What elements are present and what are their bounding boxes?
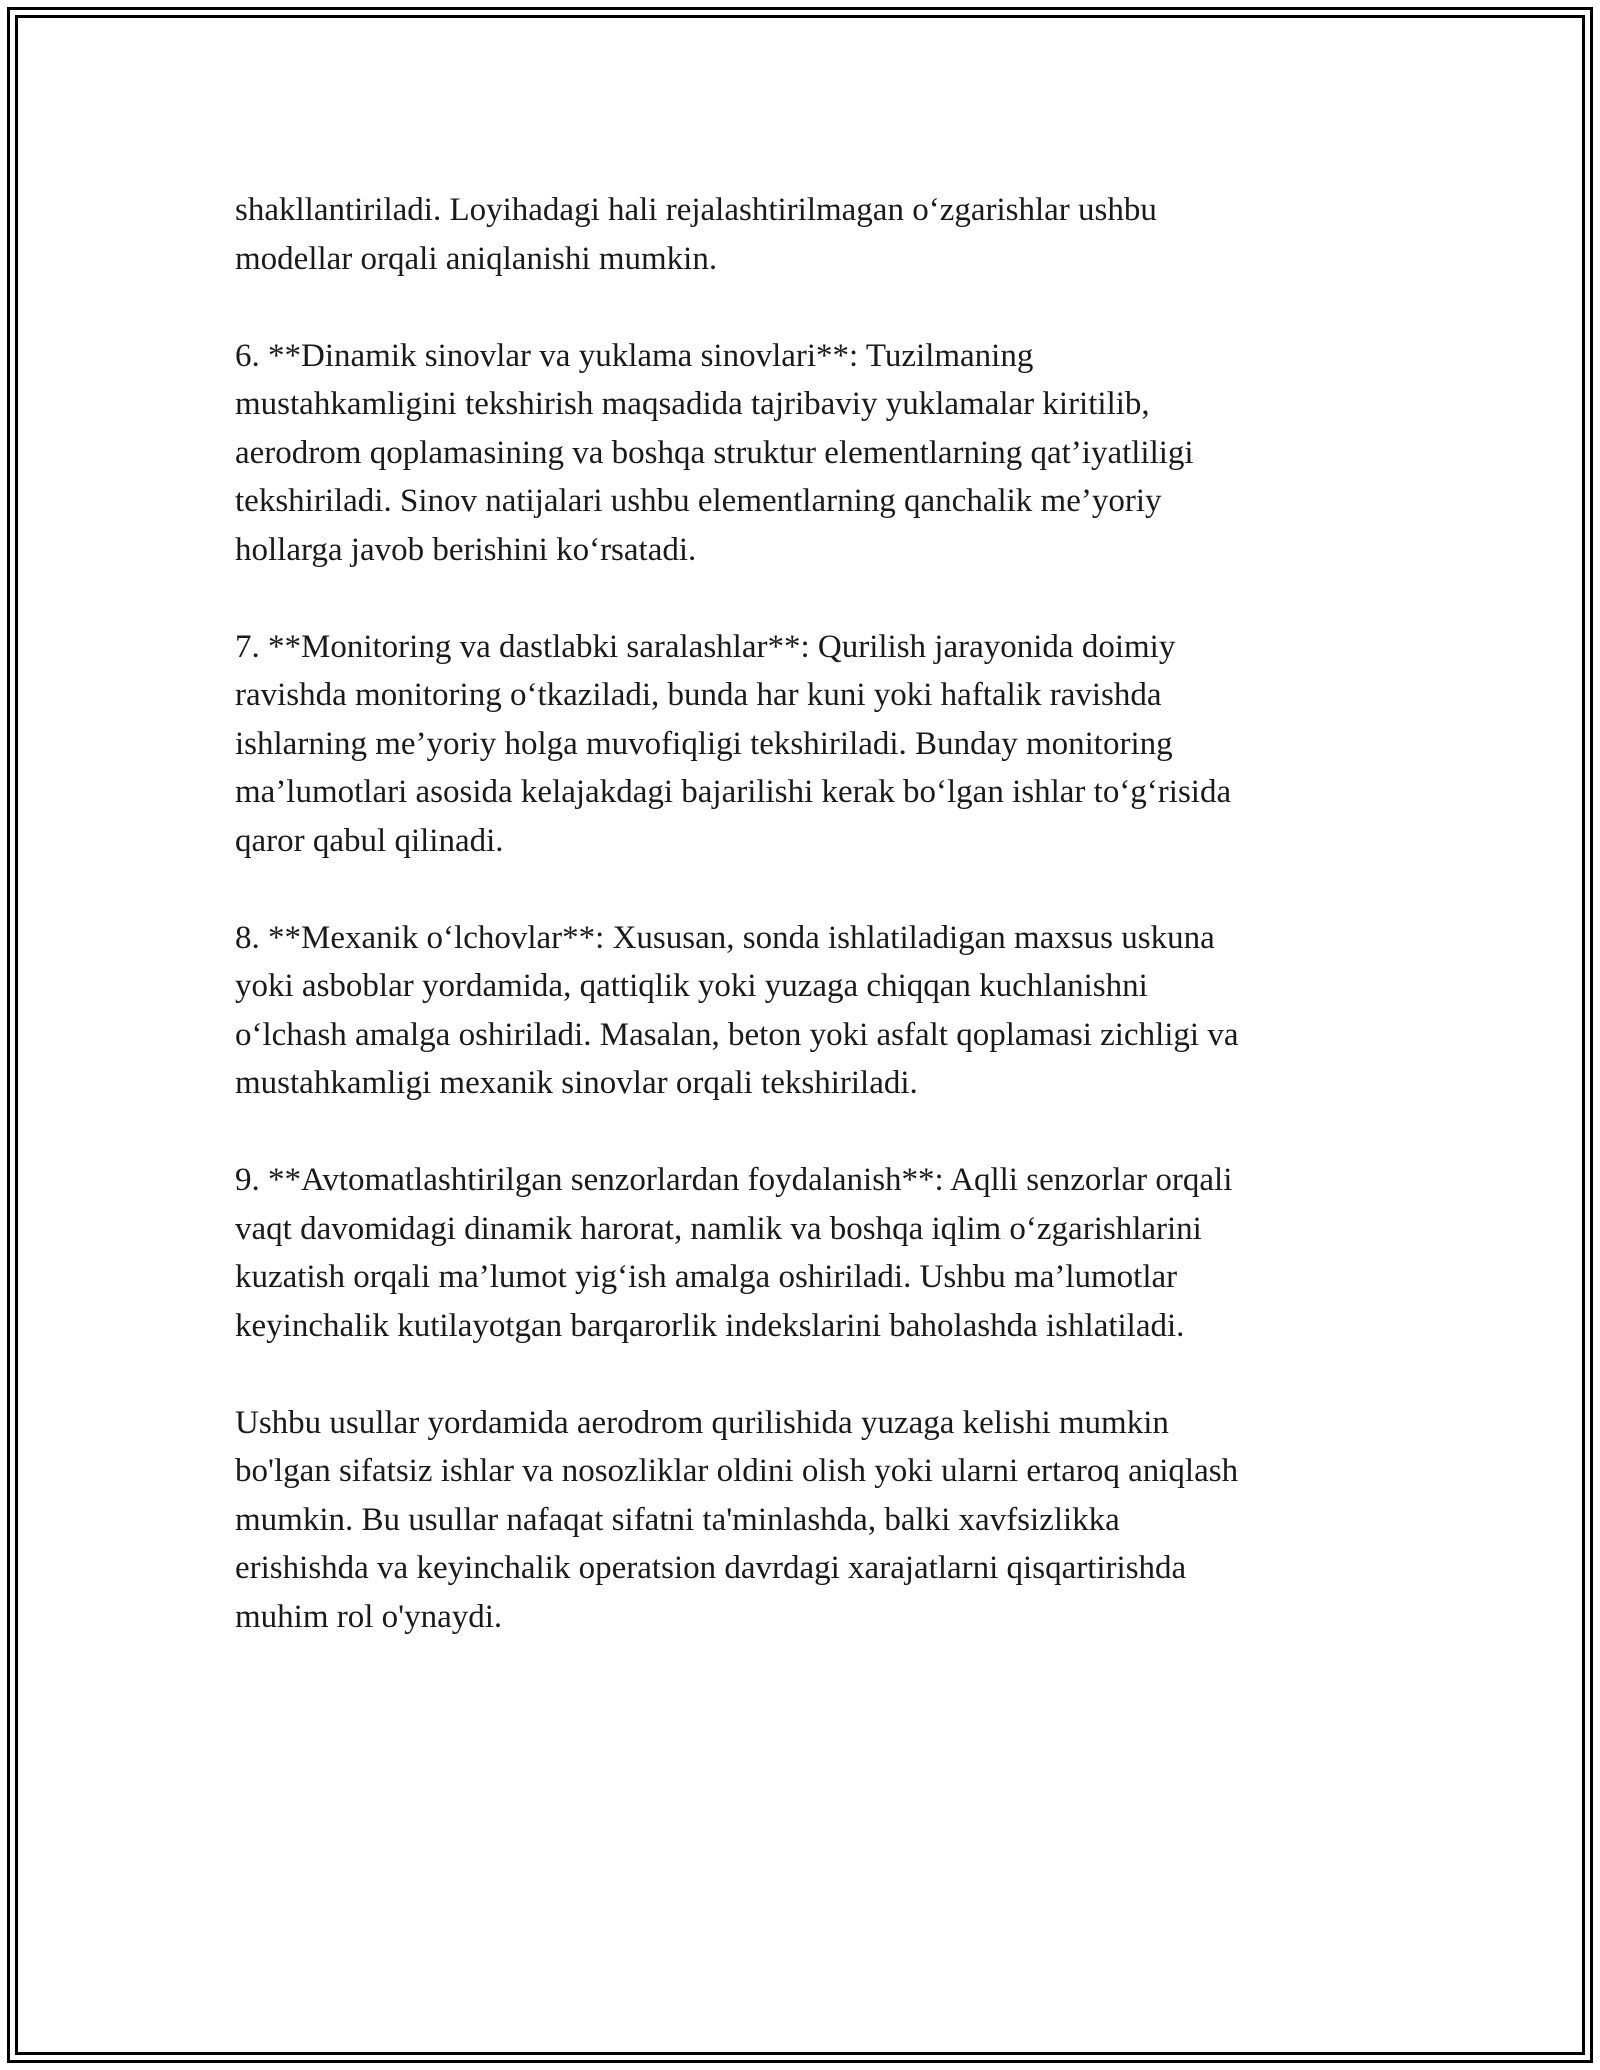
paragraph-item-7: 7. **Monitoring va dastlabki saralashlar**: Qurilish jarayonida doimiy ravishda monitoring o‘tkaziladi, bunda har kuni yoki haftalik ravishda ishlarning me’yoriy holga muvofiqligi tekshiriladi. Bunday monitoring ma’lumotlari asosida kelajakdagi bajarilishi kerak bo‘lgan ishlar to‘g‘risida qaror qabul qilinadi. [235,628,1232,859]
paragraph-conclusion: Ushbu usullar yordamida aerodrom qurilishida yuzaga kelishi mumkin bo'lgan sifatsiz ishlar va nosozliklar oldini olish yoki ularni ertaroq aniqlash mumkin. Bu usullar nafaqat sifatni ta'minlashda, balki xavfsizlikka erishishda va keyinchalik operatsion davrdagi xarajatlarni qisqartirishda muhim rol o'ynaydi. [235,1404,1239,1635]
paragraph-item-8: 8. **Mexanik o‘lchovlar**: Xususan, sonda ishlatiladigan maxsus uskuna yoki asboblar yordamida, qattiqlik yoki yuzaga chiqqan kuchlanishni o‘lchash amalga oshiriladi. Masalan, beton yoki asfalt qoplamasi zichligi va mustahkamligi mexanik sinovlar orqali tekshiriladi. [235,919,1239,1101]
paragraph-continuation: shakllantiriladi. Loyihadagi hali rejalashtirilmagan o‘zgarishlar ushbu modellar orqali aniqlanishi mumkin. [235,192,1157,277]
document-body [235,186,1355,1690]
paragraph-item-6: 6. **Dinamik sinovlar va yuklama sinovlari**: Tuzilmaning mustahkamligini tekshirish maqsadida tajribaviy yuklamalar kiritilib, aerodrom qoplamasining va boshqa struktur elementlarning qat’iyatliligi tekshiriladi. Sinov natijalari ushbu elementlarning qanchalik me’yoriy hollarga javob berishini ko‘rsatadi. [235,337,1194,568]
paragraph-item-9: 9. **Avtomatlashtirilgan senzorlardan foydalanish**: Aqlli senzorlar orqali vaqt davomidagi dinamik harorat, namlik va boshqa iqlim o‘zgarishlarini kuzatish orqali ma’lumot yig‘ish amalga oshiriladi. Ushbu ma’lumotlar keyinchalik kutilayotgan barqarorlik indekslarini baholashda ishlatiladi. [235,1162,1233,1344]
